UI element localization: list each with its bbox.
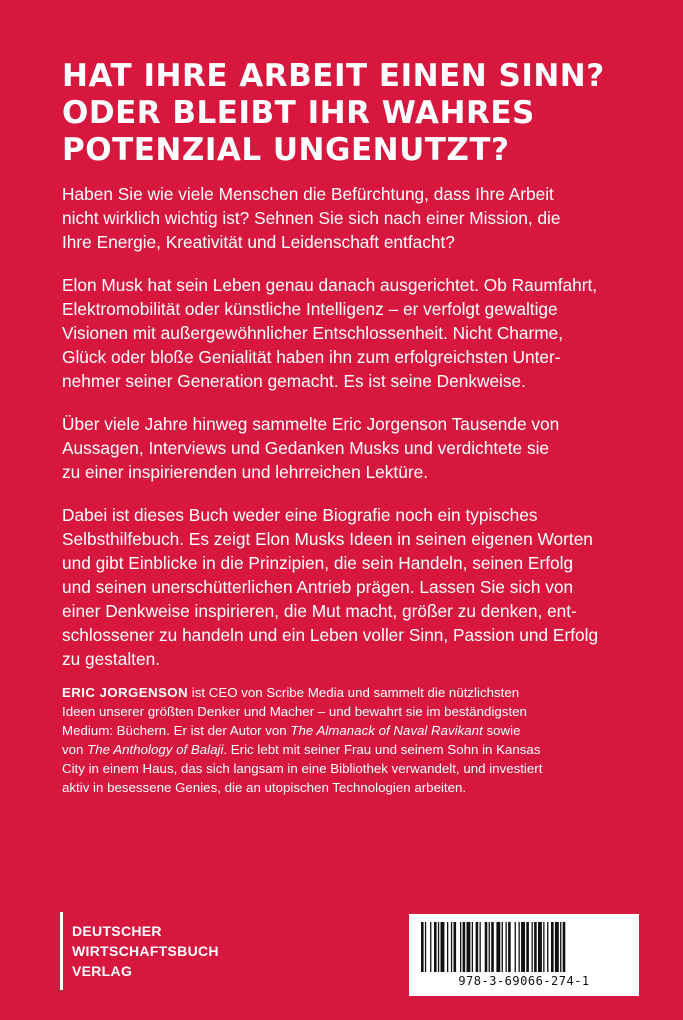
- barcode-bar: [526, 922, 529, 972]
- text-line: Elektromobilität oder künstliche Intelligenz – er verfolgt gewaltige: [62, 299, 558, 319]
- book-title: The Almanack of Naval Ravikant: [290, 723, 483, 738]
- barcode-bar: [515, 922, 516, 972]
- blurb-text: [62, 182, 652, 690]
- barcode-bar: [502, 922, 503, 972]
- bio-text: Medium: Büchern. Er ist der Autor von: [62, 723, 291, 738]
- barcode-bar: [438, 922, 439, 972]
- barcode-bar: [434, 922, 437, 972]
- barcode-bar: [472, 922, 473, 972]
- text-line: zu gestalten.: [62, 649, 160, 669]
- paragraph-intro: [62, 182, 652, 254]
- barcode-bar: [476, 922, 479, 972]
- text-line: Visionen mit außergewöhnlicher Entschlossenheit. Nicht Charme,: [62, 323, 564, 343]
- bio-line: Ideen unserer größten Denker und Macher – und bewahrt sie im beständigsten: [62, 704, 527, 719]
- barcode-bar: [421, 922, 424, 972]
- barcode-bar: [534, 922, 537, 972]
- barcode-bar: [532, 922, 533, 972]
- barcode-bar: [447, 922, 448, 972]
- author-name: ERIC JORGENSON: [62, 685, 189, 700]
- barcode-bar: [460, 922, 461, 972]
- bio-line: [62, 721, 652, 740]
- bio-line: [62, 740, 652, 759]
- barcode-bar: [560, 922, 561, 972]
- text-line: Elon Musk hat sein Leben genau danach ausgerichtet. Ob Raumfahrt,: [62, 275, 598, 295]
- text-line: Dabei ist dieses Buch weder eine Biografie noch ein typisches: [62, 505, 538, 525]
- barcode-bar: [519, 922, 520, 972]
- headline-line: HAT IHRE ARBEIT EINEN SINN?: [62, 58, 605, 94]
- barcode-bar: [543, 922, 544, 972]
- barcode-bar: [451, 922, 452, 972]
- text-line: Ihre Energie, Kreativität und Leidenschaft entfacht?: [62, 232, 455, 252]
- book-title: The Anthology of Balaji: [87, 742, 224, 757]
- publisher-line: DEUTSCHER: [72, 923, 162, 939]
- text-line: zu einer inspirierenden und lehrreichen Lektüre.: [62, 462, 429, 482]
- text-line: nicht wirklich wichtig ist? Sehnen Sie sich nach einer Mission, die: [62, 208, 561, 228]
- barcode-bar: [547, 922, 548, 972]
- bio-text: . Eric lebt mit seiner Frau und seinem Sohn in Kansas: [223, 742, 541, 757]
- isbn-barcode: [409, 914, 639, 996]
- bio-line: aktiv in besessene Genies, die an utopischen Technologien arbeiten.: [62, 780, 467, 795]
- author-bio: [62, 683, 652, 797]
- text-line: nehmer seiner Generation gemacht. Es ist seine Denkweise.: [62, 371, 526, 391]
- bio-text: von: [62, 742, 88, 757]
- barcode-bar: [555, 922, 559, 972]
- barcode-bar: [551, 922, 554, 972]
- barcode-bar: [491, 922, 494, 972]
- isbn-number: 978-3-69066-274-1: [458, 974, 590, 988]
- bio-text: sowie: [482, 723, 521, 738]
- barcode-bar: [454, 922, 457, 972]
- text-line: Aussagen, Interviews und Gedanken Musks und verdichtete sie: [62, 438, 550, 458]
- barcode-bar: [480, 922, 481, 972]
- bio-line: [62, 683, 652, 702]
- headline-line: ODER BLEIBT IHR WAHRES: [62, 95, 535, 131]
- barcode-bar: [467, 922, 471, 972]
- barcode-bar: [425, 922, 426, 972]
- barcode-bar: [496, 922, 500, 972]
- headline-line: POTENZIAL UNGENUTZT?: [62, 132, 510, 168]
- barcode-bar: [538, 922, 542, 972]
- barcode-bar: [521, 922, 525, 972]
- text-line: Selbsthilfebuch. Es zeigt Elon Musks Ideen in seinen eigenen Worten: [62, 529, 593, 549]
- paragraph-book: [62, 503, 652, 671]
- text-line: und gibt Einblicke in die Prinzipien, die sein Handeln, seinen Erfolg: [62, 553, 574, 573]
- publisher-logo: [60, 912, 219, 990]
- bio-text: ist CEO von Scribe Media und sammelt die nützlichsten: [188, 685, 520, 700]
- paragraph-musk: [62, 273, 652, 393]
- text-line: schlossener zu handeln und ein Leben voller Sinn, Passion und Erfolg: [62, 625, 599, 645]
- text-line: einer Denkweise inspirieren, die Mut macht, größer zu denken, ent-: [62, 601, 577, 621]
- headline: [62, 58, 662, 169]
- barcode-bar: [485, 922, 488, 972]
- barcode-icon: [419, 922, 629, 972]
- barcode-bar: [506, 922, 507, 972]
- paragraph-collection: [62, 412, 652, 484]
- text-line: Haben Sie wie viele Menschen die Befürchtung, dass Ihre Arbeit: [62, 184, 554, 204]
- text-line: Über viele Jahre hinweg sammelte Eric Jorgenson Tausende von: [62, 414, 560, 434]
- text-line: und seinen unerschütterlichen Antrieb prägen. Lassen Sie sich von: [62, 577, 574, 597]
- text-line: Glück oder bloße Genialität haben ihn zum erfolgreichsten Unter-: [62, 347, 561, 367]
- barcode-bar: [563, 922, 566, 972]
- barcode-bar: [463, 922, 466, 972]
- bio-line: City in einem Haus, das sich langsam in eine Bibliothek verwandelt, und investiert: [62, 761, 543, 776]
- publisher-line: WIRTSCHAFTSBUCH: [72, 943, 219, 959]
- barcode-bar: [508, 922, 511, 972]
- barcode-bar: [441, 922, 445, 972]
- barcode-bar: [489, 922, 490, 972]
- barcode-bar: [430, 922, 431, 972]
- publisher-line: VERLAG: [72, 963, 133, 979]
